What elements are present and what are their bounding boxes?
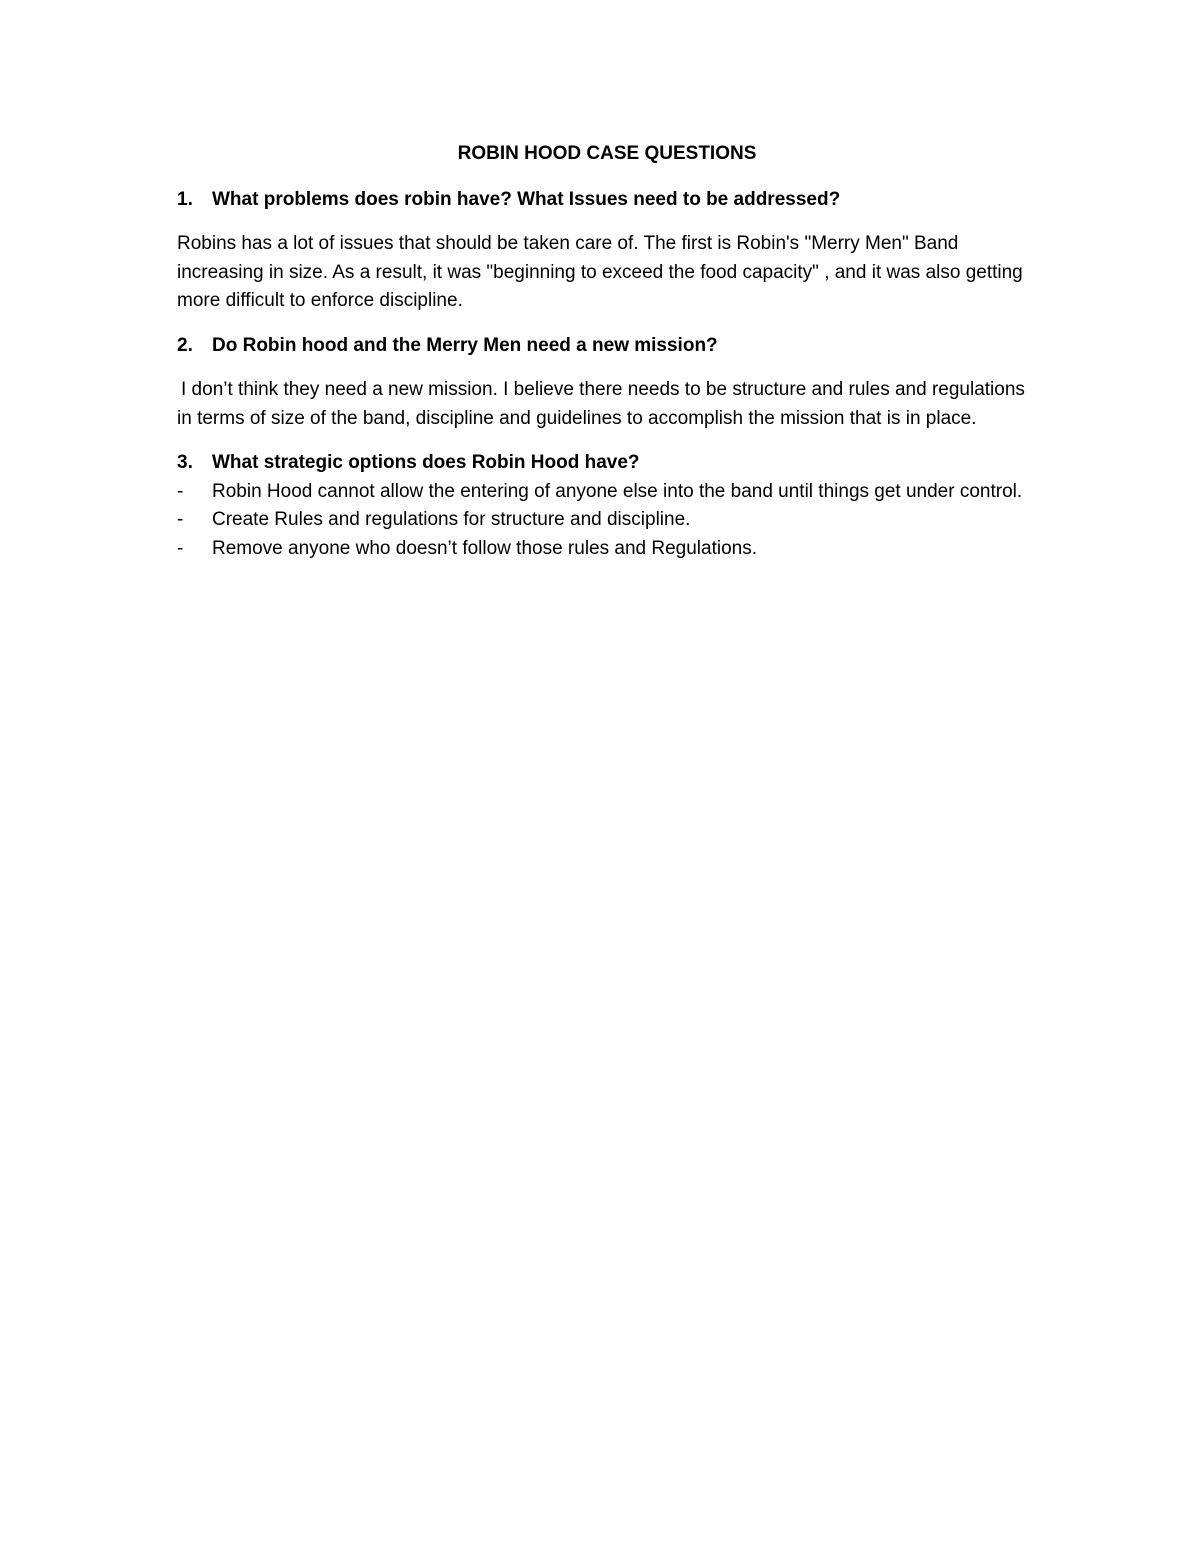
list-item-text: Create Rules and regulations for structure and discipline. bbox=[212, 509, 691, 530]
question-number: 1. bbox=[177, 188, 193, 210]
dash-bullet: - bbox=[177, 537, 184, 559]
question-number: 2. bbox=[177, 334, 193, 356]
document-title: ROBIN HOOD CASE QUESTIONS bbox=[457, 143, 757, 164]
dash-bullet: - bbox=[177, 509, 184, 530]
question-text: What strategic options does Robin Hood have? bbox=[212, 452, 640, 473]
question-3 bbox=[177, 449, 1037, 478]
list-item-text: Robin Hood cannot allow the entering of anyone else into the band until things get under control. bbox=[212, 480, 1023, 502]
strategic-options-list bbox=[177, 478, 1037, 564]
question-2 bbox=[177, 332, 1037, 361]
question-number: 3. bbox=[177, 452, 193, 473]
question-1 bbox=[177, 186, 1037, 215]
question-text: What problems does robin have? What Issues need to be addressed? bbox=[212, 188, 841, 210]
list-item bbox=[177, 478, 1037, 507]
document-body bbox=[177, 140, 1037, 563]
list-item bbox=[177, 535, 1037, 564]
answer-2: I don’t think they need a new mission. I believe there needs to be structure and rules and regulations in terms of size of the band, discipline and guidelines to accomplish the mission that is in place. bbox=[177, 379, 1025, 429]
list-item bbox=[177, 506, 1037, 535]
answer-1: Robins has a lot of issues that should be taken care of. The first is Robin's "Merry Men" Band increasing in size. As a result, it was "beginning to exceed the food capacity" , and it was also getting more difficult to enforce discipline. bbox=[177, 233, 1023, 311]
question-text: Do Robin hood and the Merry Men need a new mission? bbox=[212, 334, 718, 356]
dash-bullet: - bbox=[177, 480, 184, 502]
list-item-text: Remove anyone who doesn’t follow those rules and Regulations. bbox=[212, 537, 757, 559]
